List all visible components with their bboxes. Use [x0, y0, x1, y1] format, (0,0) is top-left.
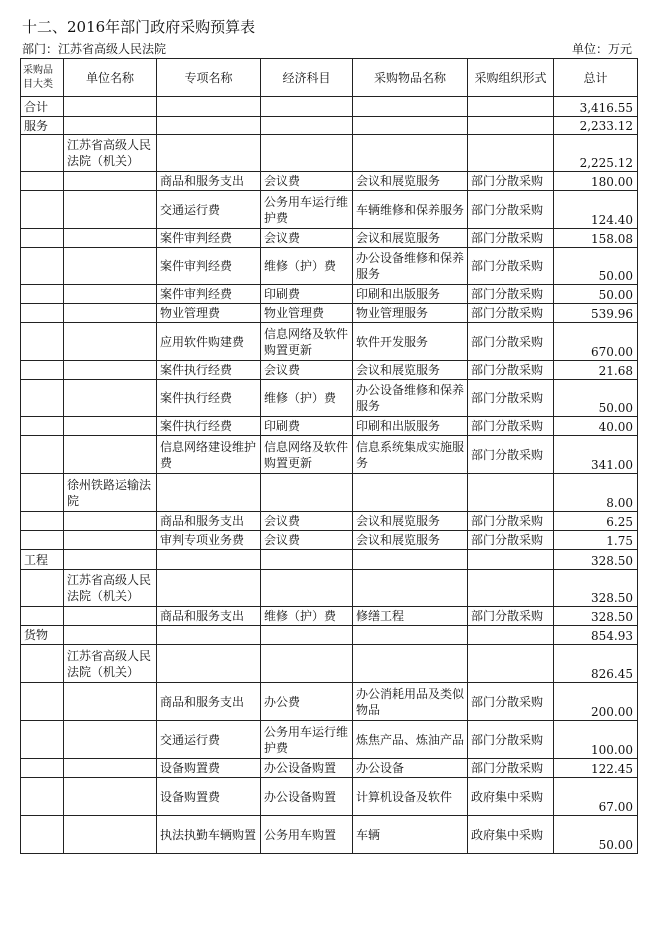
project-name-cell: 商品和服务支出: [157, 607, 261, 626]
unit-name-cell: [64, 323, 157, 361]
total-cell: 8.00: [554, 474, 638, 512]
table-row: [21, 626, 638, 645]
item-name-cell: 信息系统集成实施服务: [353, 436, 468, 474]
economic-subject-cell: 公务用车运行维护费: [261, 721, 353, 759]
table-row: [21, 531, 638, 550]
table-row: [21, 117, 638, 135]
item-name-cell: 物业管理服务: [353, 304, 468, 323]
economic-subject-cell: 公务用车运行维护费: [261, 191, 353, 229]
economic-subject-cell: 会议费: [261, 172, 353, 191]
project-name-cell: 设备购置费: [157, 778, 261, 816]
procurement-budget-table: [20, 58, 638, 854]
item-name-cell: 会议和展览服务: [353, 361, 468, 380]
item-name-cell: 炼焦产品、炼油产品: [353, 721, 468, 759]
purchase-form-cell: 部门分散采购: [468, 323, 554, 361]
economic-subject-cell: 维修（护）费: [261, 248, 353, 285]
project-name-cell: 交通运行费: [157, 191, 261, 229]
project-name-cell: 案件审判经费: [157, 285, 261, 304]
page-title: 十二、2016年部门政府采购预算表: [22, 18, 256, 36]
item-name-cell: 印刷和出版服务: [353, 285, 468, 304]
project-name-cell: [157, 570, 261, 607]
project-name-cell: 案件执行经费: [157, 361, 261, 380]
total-cell: 50.00: [554, 380, 638, 417]
economic-subject-cell: 会议费: [261, 229, 353, 248]
table-row: [21, 512, 638, 531]
table-row: [21, 229, 638, 248]
header-purchase-form: 采购组织形式: [468, 59, 554, 97]
header-row: [21, 59, 638, 97]
item-name-cell: 计算机设备及软件: [353, 778, 468, 816]
category-cell: 服务: [21, 117, 64, 135]
total-cell: 40.00: [554, 417, 638, 436]
project-name-cell: 案件执行经费: [157, 417, 261, 436]
unit-name-cell: [64, 436, 157, 474]
item-name-cell: 办公设备维修和保养服务: [353, 380, 468, 417]
project-name-cell: [157, 135, 261, 172]
project-name-cell: 案件审判经费: [157, 229, 261, 248]
economic-subject-cell: [261, 135, 353, 172]
project-name-cell: [157, 626, 261, 645]
table-row: [21, 683, 638, 721]
purchase-form-cell: 部门分散采购: [468, 512, 554, 531]
economic-subject-cell: 物业管理费: [261, 304, 353, 323]
purchase-form-cell: 部门分散采购: [468, 759, 554, 778]
economic-subject-cell: 会议费: [261, 512, 353, 531]
category-cell: [21, 816, 64, 854]
project-name-cell: 执法执勤车辆购置: [157, 816, 261, 854]
table-body: [21, 97, 638, 854]
economic-subject-cell: [261, 97, 353, 117]
economic-subject-cell: [261, 117, 353, 135]
total-cell: 100.00: [554, 721, 638, 759]
item-name-cell: 办公设备维修和保养服务: [353, 248, 468, 285]
item-name-cell: [353, 474, 468, 512]
unit-name-cell: 江苏省高级人民法院（机关）: [64, 135, 157, 172]
project-name-cell: 物业管理费: [157, 304, 261, 323]
economic-subject-cell: [261, 645, 353, 683]
table-row: [21, 97, 638, 117]
unit-name-cell: [64, 417, 157, 436]
project-name-cell: 信息网络建设维护费: [157, 436, 261, 474]
purchase-form-cell: 部门分散采购: [468, 172, 554, 191]
table-row: [21, 191, 638, 229]
economic-subject-cell: 办公设备购置: [261, 759, 353, 778]
economic-subject-cell: 会议费: [261, 361, 353, 380]
economic-subject-cell: 公务用车购置: [261, 816, 353, 854]
project-name-cell: 商品和服务支出: [157, 683, 261, 721]
category-cell: [21, 248, 64, 285]
purchase-form-cell: 部门分散采购: [468, 417, 554, 436]
table-row: [21, 135, 638, 172]
economic-subject-cell: [261, 570, 353, 607]
unit-name-cell: [64, 117, 157, 135]
table-row: [21, 474, 638, 512]
unit-name-cell: [64, 607, 157, 626]
category-cell: [21, 380, 64, 417]
project-name-cell: 审判专项业务费: [157, 531, 261, 550]
category-cell: [21, 417, 64, 436]
purchase-form-cell: 部门分散采购: [468, 531, 554, 550]
header-project-name: 专项名称: [157, 59, 261, 97]
economic-subject-cell: [261, 550, 353, 570]
purchase-form-cell: 部门分散采购: [468, 380, 554, 417]
item-name-cell: [353, 645, 468, 683]
item-name-cell: 会议和展览服务: [353, 531, 468, 550]
category-cell: 合计: [21, 97, 64, 117]
table-row: [21, 607, 638, 626]
header-economic-subject: 经济科目: [261, 59, 353, 97]
table-row: [21, 778, 638, 816]
purchase-form-cell: 部门分散采购: [468, 683, 554, 721]
purchase-form-cell: 部门分散采购: [468, 191, 554, 229]
unit-name-cell: [64, 816, 157, 854]
unit-name-cell: [64, 683, 157, 721]
unit-name-cell: 江苏省高级人民法院（机关）: [64, 645, 157, 683]
total-cell: 67.00: [554, 778, 638, 816]
item-name-cell: [353, 97, 468, 117]
unit-name-cell: [64, 778, 157, 816]
economic-subject-cell: 办公设备购置: [261, 778, 353, 816]
purchase-form-cell: 部门分散采购: [468, 285, 554, 304]
project-name-cell: 设备购置费: [157, 759, 261, 778]
unit-name-cell: [64, 285, 157, 304]
economic-subject-cell: 信息网络及软件购置更新: [261, 323, 353, 361]
total-cell: 50.00: [554, 285, 638, 304]
purchase-form-cell: 部门分散采购: [468, 436, 554, 474]
category-cell: 货物: [21, 626, 64, 645]
table-row: [21, 323, 638, 361]
category-cell: 工程: [21, 550, 64, 570]
table-row: [21, 570, 638, 607]
item-name-cell: 会议和展览服务: [353, 512, 468, 531]
purchase-form-cell: 部门分散采购: [468, 304, 554, 323]
unit-name-cell: [64, 304, 157, 323]
purchase-form-cell: [468, 550, 554, 570]
category-cell: [21, 570, 64, 607]
project-name-cell: 商品和服务支出: [157, 512, 261, 531]
unit-name-cell: [64, 721, 157, 759]
item-name-cell: [353, 570, 468, 607]
item-name-cell: 办公消耗用品及类似物品: [353, 683, 468, 721]
header-total: 总计: [554, 59, 638, 97]
table-row: [21, 248, 638, 285]
category-cell: [21, 361, 64, 380]
header-item-name: 采购物品名称: [353, 59, 468, 97]
category-cell: [21, 135, 64, 172]
item-name-cell: 会议和展览服务: [353, 172, 468, 191]
unit-name-cell: [64, 759, 157, 778]
table-row: [21, 436, 638, 474]
total-cell: 180.00: [554, 172, 638, 191]
total-cell: 2,233.12: [554, 117, 638, 135]
unit-name-cell: [64, 248, 157, 285]
total-cell: 328.50: [554, 550, 638, 570]
total-cell: 50.00: [554, 248, 638, 285]
project-name-cell: [157, 97, 261, 117]
total-cell: 6.25: [554, 512, 638, 531]
purchase-form-cell: [468, 474, 554, 512]
total-cell: 122.45: [554, 759, 638, 778]
unit-name-cell: 江苏省高级人民法院（机关）: [64, 570, 157, 607]
table-row: [21, 285, 638, 304]
item-name-cell: [353, 117, 468, 135]
project-name-cell: [157, 474, 261, 512]
unit-name-cell: [64, 550, 157, 570]
economic-subject-cell: 维修（护）费: [261, 380, 353, 417]
category-cell: [21, 191, 64, 229]
total-cell: 1.75: [554, 531, 638, 550]
category-cell: [21, 474, 64, 512]
total-cell: 670.00: [554, 323, 638, 361]
unit-name-cell: [64, 380, 157, 417]
header-category: 采购品目大类: [21, 59, 64, 97]
category-cell: [21, 323, 64, 361]
purchase-form-cell: [468, 570, 554, 607]
item-name-cell: 车辆维修和保养服务: [353, 191, 468, 229]
total-cell: 2,225.12: [554, 135, 638, 172]
total-cell: 50.00: [554, 816, 638, 854]
category-cell: [21, 531, 64, 550]
purchase-form-cell: 部门分散采购: [468, 721, 554, 759]
item-name-cell: [353, 135, 468, 172]
total-cell: 21.68: [554, 361, 638, 380]
project-name-cell: 交通运行费: [157, 721, 261, 759]
total-cell: 539.96: [554, 304, 638, 323]
unit-name-cell: [64, 172, 157, 191]
purchase-form-cell: [468, 626, 554, 645]
project-name-cell: 商品和服务支出: [157, 172, 261, 191]
unit-name-cell: [64, 229, 157, 248]
economic-subject-cell: 印刷费: [261, 285, 353, 304]
category-cell: [21, 683, 64, 721]
purchase-form-cell: 部门分散采购: [468, 607, 554, 626]
economic-subject-cell: [261, 474, 353, 512]
item-name-cell: 车辆: [353, 816, 468, 854]
category-cell: [21, 645, 64, 683]
economic-subject-cell: 信息网络及软件购置更新: [261, 436, 353, 474]
economic-subject-cell: 维修（护）费: [261, 607, 353, 626]
table-row: [21, 304, 638, 323]
economic-subject-cell: [261, 626, 353, 645]
total-cell: 124.40: [554, 191, 638, 229]
department-label: 部门：江苏省高级人民法院: [22, 42, 167, 56]
unit-name-cell: [64, 361, 157, 380]
economic-subject-cell: 会议费: [261, 531, 353, 550]
table-row: [21, 550, 638, 570]
unit-label: 单位：万元: [571, 42, 632, 56]
total-cell: 328.50: [554, 607, 638, 626]
purchase-form-cell: [468, 135, 554, 172]
purchase-form-cell: [468, 645, 554, 683]
table-row: [21, 759, 638, 778]
category-cell: [21, 172, 64, 191]
total-cell: 328.50: [554, 570, 638, 607]
item-name-cell: 会议和展览服务: [353, 229, 468, 248]
category-cell: [21, 304, 64, 323]
item-name-cell: 修缮工程: [353, 607, 468, 626]
item-name-cell: [353, 550, 468, 570]
table-row: [21, 721, 638, 759]
project-name-cell: [157, 645, 261, 683]
economic-subject-cell: 印刷费: [261, 417, 353, 436]
table-row: [21, 380, 638, 417]
purchase-form-cell: 政府集中采购: [468, 816, 554, 854]
table-row: [21, 172, 638, 191]
purchase-form-cell: 部门分散采购: [468, 361, 554, 380]
category-cell: [21, 512, 64, 531]
total-cell: 3,416.55: [554, 97, 638, 117]
unit-name-cell: [64, 97, 157, 117]
project-name-cell: 应用软件购建费: [157, 323, 261, 361]
purchase-form-cell: 部门分散采购: [468, 248, 554, 285]
header-unit-name: 单位名称: [64, 59, 157, 97]
total-cell: 158.08: [554, 229, 638, 248]
purchase-form-cell: [468, 117, 554, 135]
category-cell: [21, 759, 64, 778]
unit-name-cell: 徐州铁路运输法院: [64, 474, 157, 512]
purchase-form-cell: [468, 97, 554, 117]
purchase-form-cell: 部门分散采购: [468, 229, 554, 248]
category-cell: [21, 285, 64, 304]
table-row: [21, 417, 638, 436]
project-name-cell: [157, 117, 261, 135]
economic-subject-cell: 办公费: [261, 683, 353, 721]
unit-name-cell: [64, 531, 157, 550]
category-cell: [21, 607, 64, 626]
unit-name-cell: [64, 191, 157, 229]
category-cell: [21, 778, 64, 816]
item-name-cell: [353, 626, 468, 645]
category-cell: [21, 229, 64, 248]
purchase-form-cell: 政府集中采购: [468, 778, 554, 816]
project-name-cell: 案件审判经费: [157, 248, 261, 285]
item-name-cell: 办公设备: [353, 759, 468, 778]
table-row: [21, 645, 638, 683]
total-cell: 200.00: [554, 683, 638, 721]
table-row: [21, 361, 638, 380]
item-name-cell: 软件开发服务: [353, 323, 468, 361]
category-cell: [21, 436, 64, 474]
unit-name-cell: [64, 512, 157, 531]
project-name-cell: [157, 550, 261, 570]
table-row: [21, 816, 638, 854]
unit-name-cell: [64, 626, 157, 645]
total-cell: 826.45: [554, 645, 638, 683]
project-name-cell: 案件执行经费: [157, 380, 261, 417]
item-name-cell: 印刷和出版服务: [353, 417, 468, 436]
category-cell: [21, 721, 64, 759]
total-cell: 854.93: [554, 626, 638, 645]
total-cell: 341.00: [554, 436, 638, 474]
